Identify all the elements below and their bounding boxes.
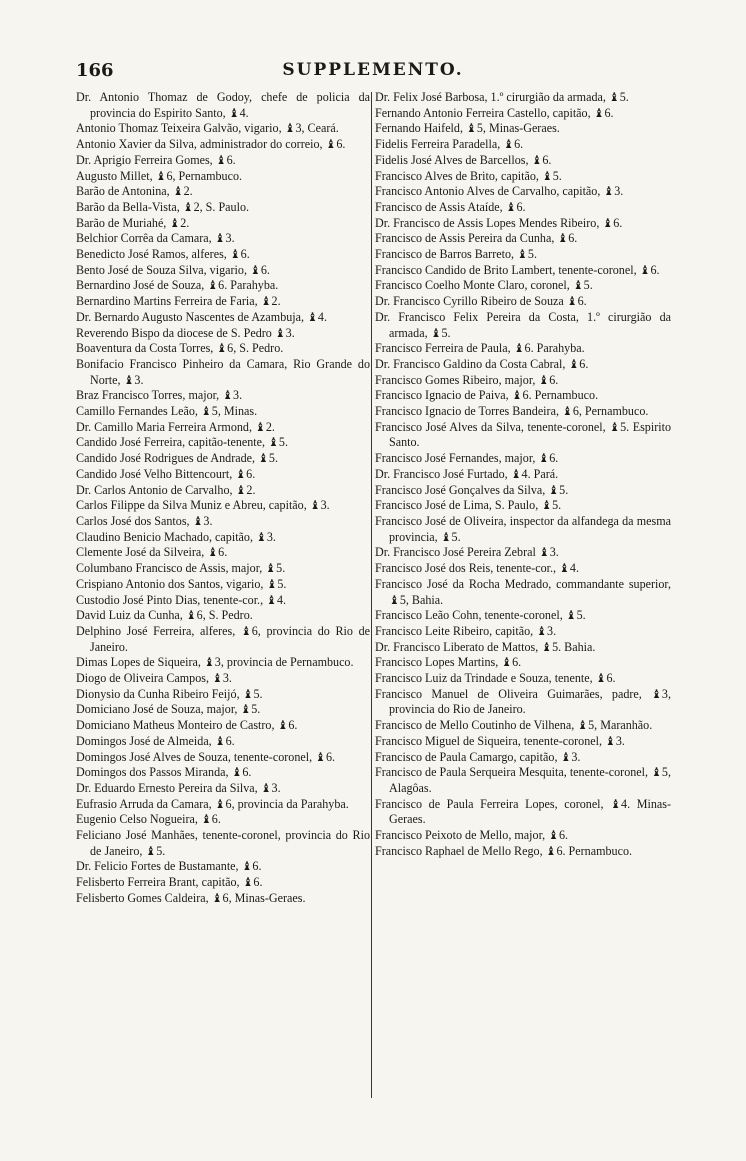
list-item: Feliciano José Manhães, tenente-coronel, provincia do Rio de Janeiro, ♝5.	[76, 828, 370, 858]
list-item: Carlos José dos Santos, ♝3.	[76, 513, 213, 528]
list-item: Camillo Fernandes Leão, ♝5, Minas.	[76, 404, 258, 419]
list-item: Candido José Ferreira, capitão-tenente, ♝5.	[76, 435, 288, 450]
list-item: Dr. Camillo Maria Ferreira Armond, ♝2.	[76, 419, 275, 434]
list-item: Dionysio da Cunha Ribeiro Feijó, ♝5.	[76, 686, 263, 701]
list-item: Candido José Rodrigues de Andrade, ♝5.	[76, 451, 278, 466]
list-item: Clemente José da Silveira, ♝6.	[76, 545, 228, 560]
list-item: Fernando Haifeld, ♝5, Minas-Geraes.	[375, 121, 560, 136]
list-item: Domingos José de Almeida, ♝6.	[76, 733, 235, 748]
list-item: Dr. Eduardo Ernesto Pereira da Silva, ♝3.	[76, 780, 281, 795]
page-number: 166	[76, 60, 114, 81]
list-item: Eufrasio Arruda da Camara, ♝6, provincia da Parahyba.	[76, 796, 349, 811]
right-column	[375, 90, 671, 859]
list-item: Francisco José da Rocha Medrado, commandante superior, ♝5, Bahia.	[375, 576, 671, 607]
list-item: Francisco Ignacio de Paiva, ♝6. Pernambuco.	[375, 388, 599, 403]
list-item: Barão da Bella-Vista, ♝2, S. Paulo.	[76, 199, 250, 214]
list-item: Braz Francisco Torres, major, ♝3.	[76, 388, 243, 403]
list-item: Columbano Francisco de Assis, major, ♝5.	[76, 561, 286, 576]
list-item: Francisco de Barros Barreto, ♝5.	[375, 247, 537, 262]
list-item: Domiciano Matheus Monteiro de Castro, ♝6.	[76, 718, 298, 733]
list-item: Francisco José Alves da Silva, tenente-coronel, ♝5. Espirito Santo.	[375, 419, 671, 450]
list-item: Antonio Thomaz Teixeira Galvão, vigario, ♝3, Ceará.	[76, 121, 339, 136]
list-item: Bento José de Souza Silva, vigario, ♝6.	[76, 262, 270, 277]
list-item: Domiciano José de Souza, major, ♝5.	[76, 702, 261, 717]
list-item: Francisco Ignacio de Torres Bandeira, ♝6, Pernambuco.	[375, 404, 649, 419]
list-item: Eugenio Celso Nogueira, ♝6.	[76, 812, 221, 827]
list-item: Reverendo Bispo da diocese de S. Pedro ♝3.	[76, 325, 295, 340]
list-item: Fidelis José Alves de Barcellos, ♝6.	[375, 152, 552, 167]
list-item: Delphino José Ferreira, alferes, ♝6, provincia do Rio de Janeiro.	[76, 623, 370, 654]
list-item: Francisco José de Oliveira, inspector da alfandega da mesma provincia, ♝5.	[375, 513, 671, 544]
list-item: Bonifacio Francisco Pinheiro da Camara, Rio Grande do Norte, ♝3.	[76, 356, 370, 387]
list-item: David Luiz da Cunha, ♝6, S. Pedro.	[76, 608, 253, 623]
column-divider	[371, 92, 372, 1098]
list-item: Fidelis Ferreira Paradella, ♝6.	[375, 137, 524, 152]
list-item: Dr. Francisco José Pereira Zebral ♝3.	[375, 545, 559, 560]
list-item: Barão de Antonina, ♝2.	[76, 184, 193, 199]
list-item: Dr. Bernardo Augusto Nascentes de Azambuja, ♝4.	[76, 309, 327, 324]
list-item: Dr. Antonio Thomaz de Godoy, chefe de policia da provincia do Espirito Santo, ♝4.	[76, 90, 370, 120]
list-item: Dr. Francisco Felix Pereira da Costa, 1.º cirurgião da armada, ♝5.	[375, 309, 671, 340]
page-header	[76, 60, 670, 88]
list-item: Francisco Leão Cohn, tenente-coronel, ♝5.	[375, 608, 586, 623]
list-item: Dr. Felicio Fortes de Bustamante, ♝6.	[76, 859, 262, 874]
list-item: Custodio José Pinto Dias, tenente-cor., ♝4.	[76, 592, 287, 607]
list-item: Carlos Filippe da Silva Muniz e Abreu, capitão, ♝3.	[76, 498, 330, 513]
list-item: Francisco de Assis Pereira da Cunha, ♝6.	[375, 231, 578, 246]
list-item: Francisco José dos Reis, tenente-cor., ♝4.	[375, 561, 579, 576]
list-item: Francisco Manuel de Oliveira Guimarães, padre, ♝3, provincia do Rio de Janeiro.	[375, 686, 671, 717]
list-item: Francisco Leite Ribeiro, capitão, ♝3.	[375, 623, 557, 638]
list-item: Boaventura da Costa Torres, ♝6, S. Pedro.	[76, 341, 284, 356]
list-item: Francisco de Assis Ataíde, ♝6.	[375, 199, 526, 214]
list-item: Francisco de Mello Coutinho de Vilhena, ♝5, Maranhão.	[375, 718, 653, 733]
list-item: Francisco de Paula Serqueira Mesquita, tenente-coronel, ♝5, Alagôas.	[375, 765, 671, 795]
list-item: Domingos José Alves de Souza, tenente-coronel, ♝6.	[76, 749, 336, 764]
list-item: Francisco Miguel de Siqueira, tenente-coronel, ♝3.	[375, 733, 625, 748]
list-item: Benedicto José Ramos, alferes, ♝6.	[76, 247, 250, 262]
list-item: Francisco Raphael de Mello Rego, ♝6. Pernambuco.	[375, 843, 633, 858]
running-title: SUPPLEMENTO.	[282, 60, 464, 80]
list-item: Francisco de Paula Ferreira Lopes, coronel, ♝4. Minas-Geraes.	[375, 796, 671, 827]
list-item: Domingos dos Passos Miranda, ♝6.	[76, 765, 252, 780]
list-item: Antonio Xavier da Silva, administrador do correio, ♝6.	[76, 137, 346, 152]
list-item: Francisco José Fernandes, major, ♝6.	[375, 451, 559, 466]
list-item: Dr. Francisco de Assis Lopes Mendes Ribeiro, ♝6.	[375, 215, 623, 230]
list-item: Fernando Antonio Ferreira Castello, capitão, ♝6.	[375, 105, 614, 120]
list-item: Barão de Muriahé, ♝2.	[76, 215, 190, 230]
list-item: Francisco Lopes Martins, ♝6.	[375, 655, 522, 670]
list-item: Dr. Felix José Barbosa, 1.º cirurgião da armada, ♝5.	[375, 90, 629, 104]
list-item: Bernardino José de Souza, ♝6. Parahyba.	[76, 278, 279, 293]
list-item: Francisco José de Lima, S. Paulo, ♝5.	[375, 498, 562, 513]
list-item: Diogo de Oliveira Campos, ♝3.	[76, 671, 232, 686]
list-item: Francisco Candido de Brito Lambert, tenente-coronel, ♝6.	[375, 262, 660, 277]
list-item: Francisco Luiz da Trindade e Souza, tenente, ♝6.	[375, 671, 616, 686]
list-item: Francisco Alves de Brito, capitão, ♝5.	[375, 168, 562, 183]
list-item: Dr. Francisco Galdino da Costa Cabral, ♝6.	[375, 356, 589, 371]
list-item: Dr. Francisco José Furtado, ♝4. Pará.	[375, 466, 559, 481]
list-item: Francisco Antonio Alves de Carvalho, capitão, ♝3.	[375, 184, 624, 199]
left-column	[76, 90, 370, 907]
list-item: Felisberto Ferreira Brant, capitão, ♝6.	[76, 875, 263, 890]
list-item: Francisco Peixoto de Mello, major, ♝6.	[375, 828, 569, 843]
list-item: Bernardino Martins Ferreira de Faria, ♝2.	[76, 294, 281, 309]
list-item: Francisco de Paula Camargo, capitão, ♝3.	[375, 749, 581, 764]
list-item: Claudino Benicio Machado, capitão, ♝3.	[76, 529, 276, 544]
list-item: Francisco José Gonçalves da Silva, ♝5.	[375, 482, 569, 497]
list-item: Augusto Millet, ♝6, Pernambuco.	[76, 168, 243, 183]
list-item: Dr. Francisco Cyrillo Ribeiro de Souza ♝6.	[375, 294, 587, 309]
list-item: Crispiano Antonio dos Santos, vigario, ♝5.	[76, 576, 287, 591]
list-item: Dr. Francisco Liberato de Mattos, ♝5. Bahia.	[375, 639, 596, 654]
list-item: Dr. Carlos Antonio de Carvalho, ♝2.	[76, 482, 256, 497]
list-item: Dimas Lopes de Siqueira, ♝3, provincia de Pernambuco.	[76, 655, 354, 670]
list-item: Felisberto Gomes Caldeira, ♝6, Minas-Geraes.	[76, 890, 306, 905]
list-item: Francisco Gomes Ribeiro, major, ♝6.	[375, 372, 559, 387]
list-item: Dr. Aprigio Ferreira Gomes, ♝6.	[76, 152, 236, 167]
list-item: Candido José Velho Bittencourt, ♝6.	[76, 466, 256, 481]
list-item: Francisco Coelho Monte Claro, coronel, ♝5.	[375, 278, 593, 293]
list-item: Francisco Ferreira de Paula, ♝6. Parahyba.	[375, 341, 585, 356]
list-item: Belchior Corrêa da Camara, ♝3.	[76, 231, 235, 246]
